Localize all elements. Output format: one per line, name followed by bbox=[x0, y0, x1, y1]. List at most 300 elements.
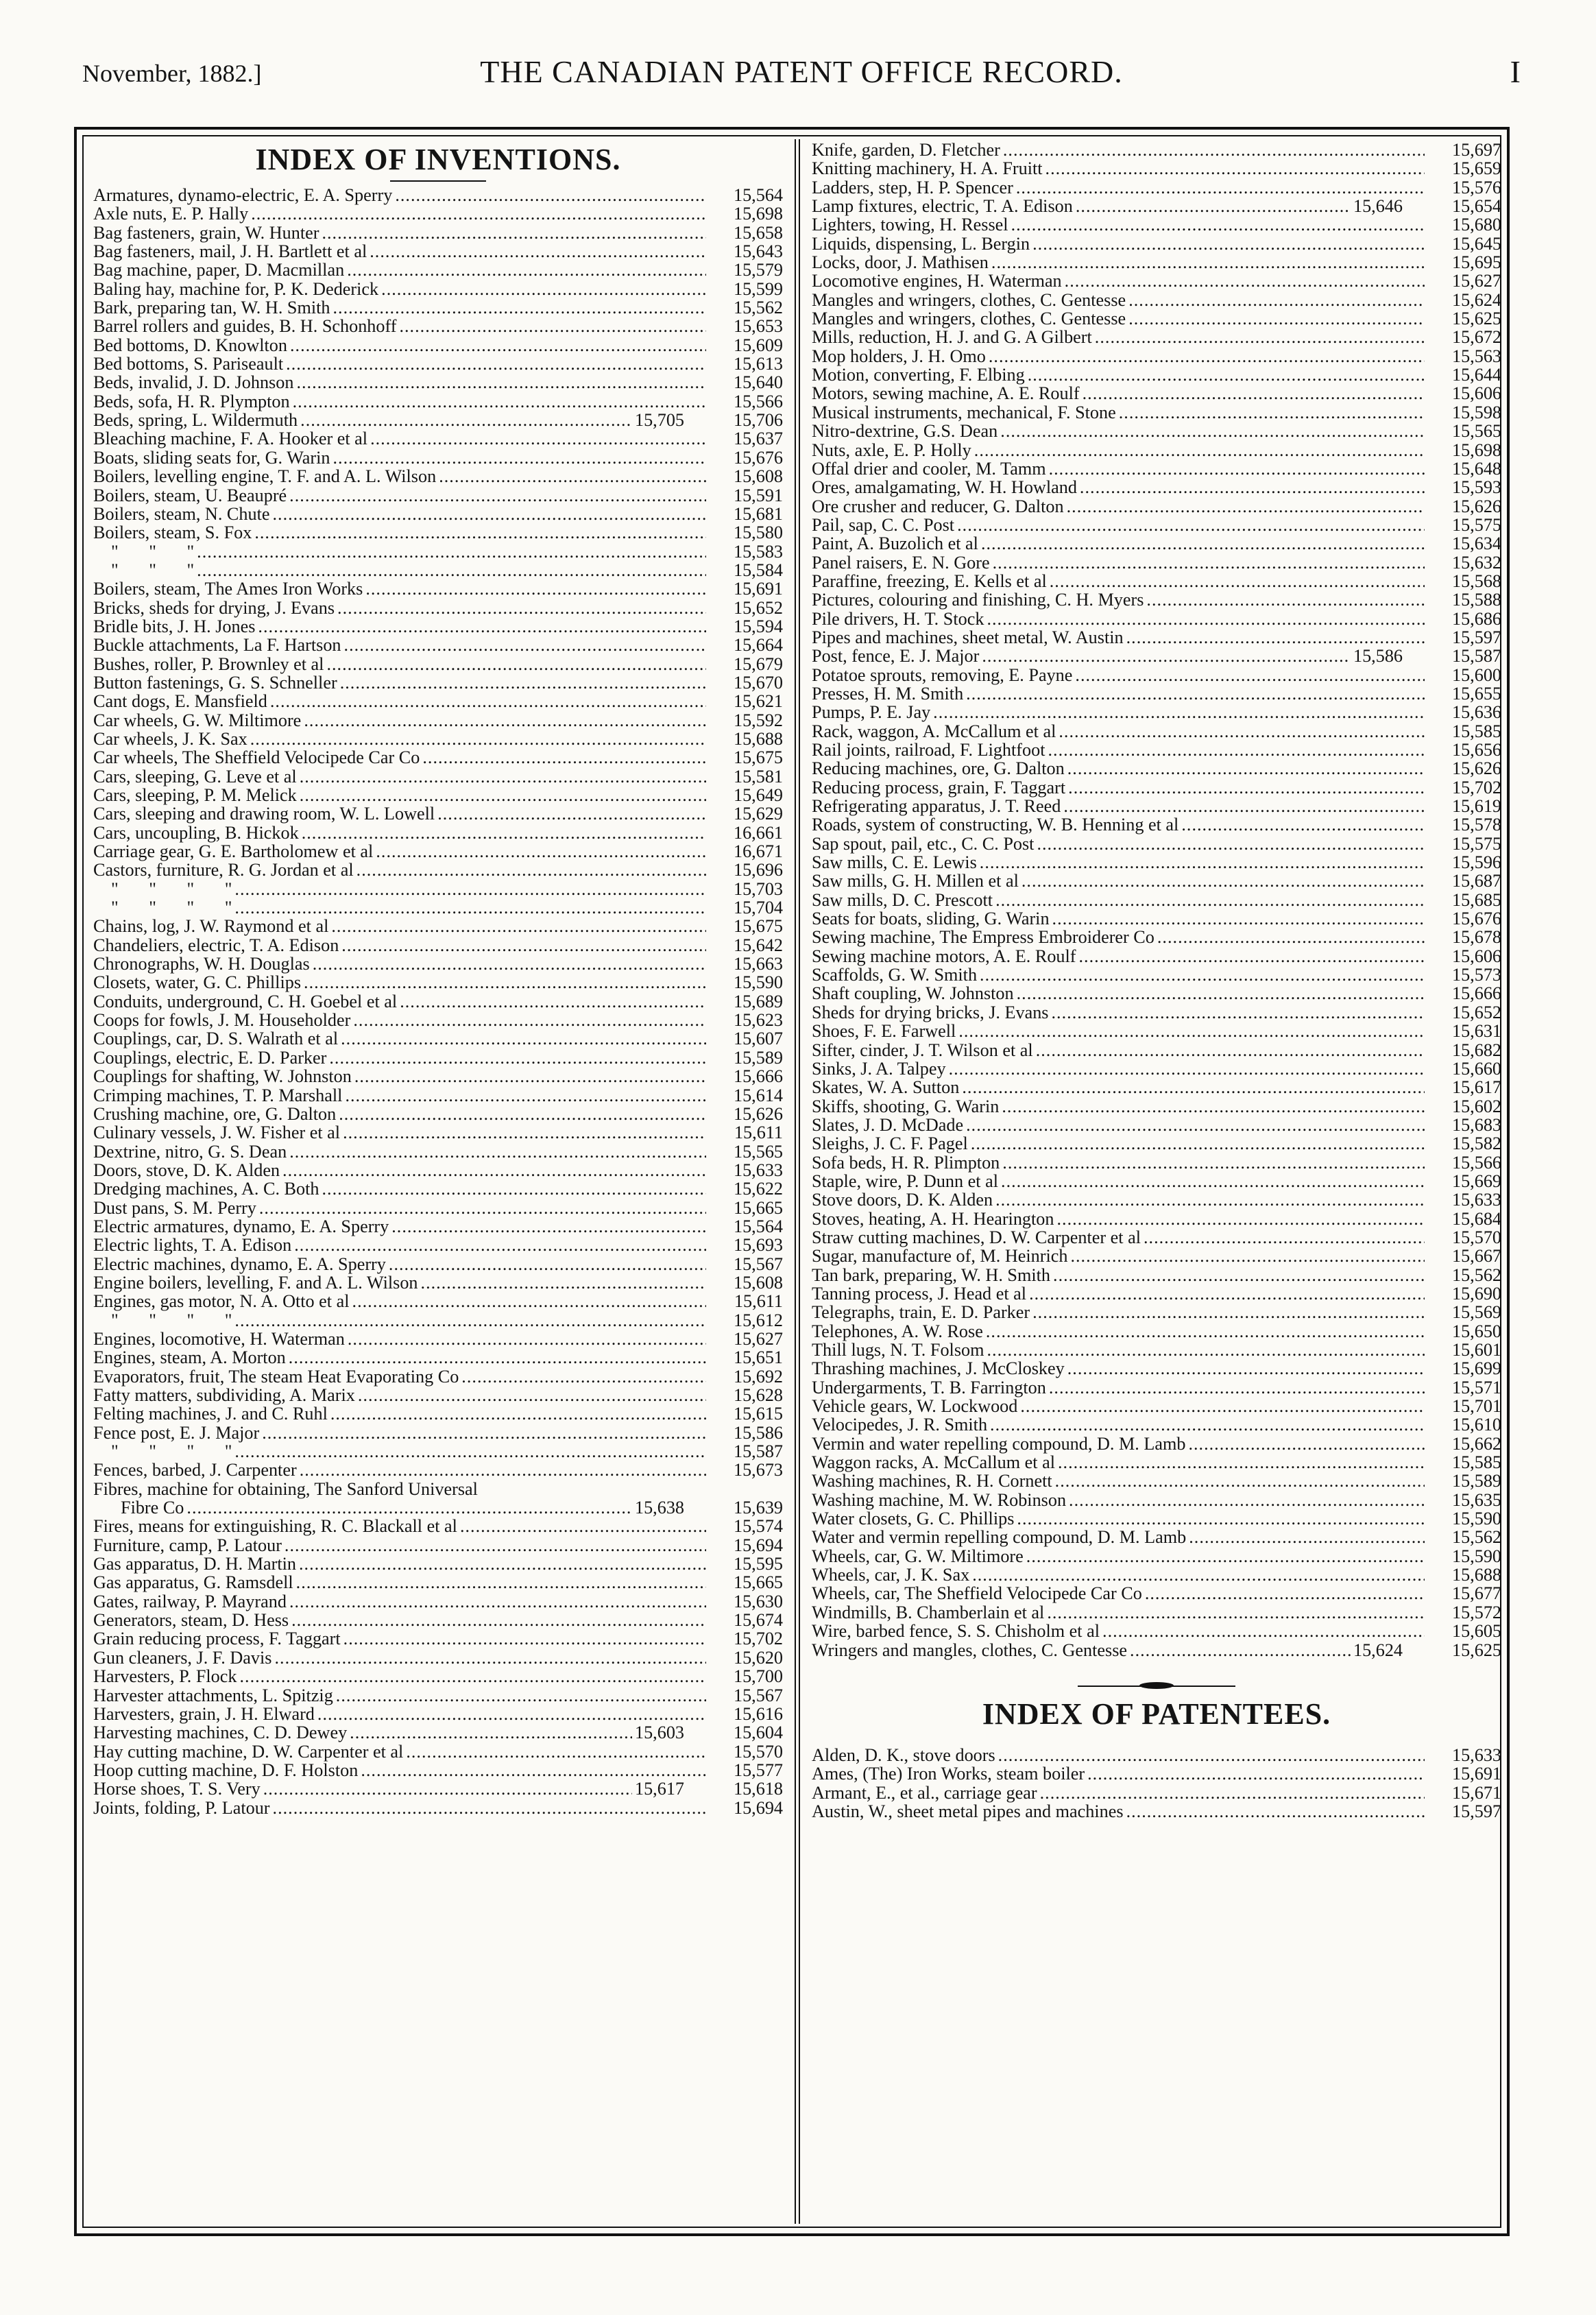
invention-entry bbox=[812, 1528, 1501, 1546]
entry-patent-number: 15,621 bbox=[733, 691, 783, 712]
invention-entry bbox=[93, 786, 783, 804]
dot-leader bbox=[361, 1761, 706, 1779]
entry-patent-number: 15,663 bbox=[733, 954, 783, 974]
entry-subject: Ores, amalgamating, W. H. Howland bbox=[812, 477, 1077, 498]
entry-patent-number: 15,640 bbox=[733, 372, 783, 393]
entry-patent-number: 15,584 bbox=[733, 560, 783, 580]
dot-leader bbox=[980, 965, 1425, 984]
invention-entry bbox=[93, 1629, 783, 1648]
entry-subject: Staple, wire, P. Dunn et al bbox=[812, 1171, 999, 1191]
entry-subject: Cars, sleeping, P. M. Melick bbox=[93, 785, 297, 805]
invention-entry bbox=[93, 373, 783, 392]
invention-entry bbox=[812, 1622, 1501, 1640]
invention-entry bbox=[812, 1172, 1501, 1190]
entry-subject: " " " bbox=[111, 541, 195, 562]
entry-subject: Reducing process, grain, F. Taggart bbox=[812, 777, 1066, 797]
entry-subject: Chronographs, W. H. Douglas bbox=[93, 954, 310, 974]
dot-leader bbox=[254, 523, 706, 542]
inventions-list-left bbox=[93, 186, 783, 1817]
entry-patent-number: 15,698 bbox=[733, 204, 783, 224]
entry-patent-number: 15,642 bbox=[733, 935, 783, 955]
entry-patent-number: 15,678 bbox=[1451, 927, 1501, 948]
invention-entry bbox=[812, 497, 1501, 516]
invention-entry bbox=[812, 984, 1501, 1003]
entry-patent-number: 15,658 bbox=[733, 222, 783, 243]
entry-patent-number: 15,701 bbox=[1451, 1396, 1501, 1417]
entry-patent-number: 15,655 bbox=[1451, 683, 1501, 704]
entry-subject: Carriage gear, G. E. Bartholomew et al bbox=[93, 841, 374, 862]
dot-leader bbox=[331, 917, 706, 935]
dot-leader bbox=[286, 355, 706, 373]
entry-subject: Couplings, car, D. S. Walrath et al bbox=[93, 1029, 339, 1049]
entry-patent-number: 15,572 bbox=[1451, 1602, 1501, 1622]
dot-leader bbox=[971, 1134, 1425, 1153]
entry-patent-number: 16,661 bbox=[733, 822, 783, 843]
entry-patent-number: 15,623 bbox=[733, 1010, 783, 1031]
invention-entry bbox=[812, 1022, 1501, 1040]
entry-subject: Locks, door, J. Mathisen bbox=[812, 252, 989, 273]
dot-leader bbox=[1087, 1764, 1425, 1783]
running-head bbox=[82, 53, 1521, 95]
entry-patent-number: 15,614 bbox=[733, 1085, 783, 1105]
entry-subject: Austin, W., sheet metal pipes and machines bbox=[812, 1801, 1124, 1821]
entry-subject: " " " " bbox=[111, 1441, 232, 1462]
invention-entry bbox=[93, 1386, 783, 1404]
entry-subject: Gas apparatus, D. H. Martin bbox=[93, 1554, 296, 1574]
entry-patent-number: 15,677 bbox=[1451, 1583, 1501, 1604]
invention-entry bbox=[812, 947, 1501, 965]
dot-leader bbox=[1095, 328, 1425, 346]
entry-patent-number: 15,673 bbox=[733, 1460, 783, 1480]
entry-patent-number: 15,627 bbox=[733, 1328, 783, 1349]
entry-subject: Shaft coupling, W. Johnston bbox=[812, 983, 1014, 1004]
entry-patent-number: 15,624 bbox=[1451, 289, 1501, 310]
entry-patent-number: 15,665 bbox=[733, 1572, 783, 1593]
entry-subject: Water closets, G. C. Phillips bbox=[812, 1509, 1015, 1529]
dot-leader bbox=[982, 647, 1351, 665]
entry-patent-number: 15,590 bbox=[1451, 1546, 1501, 1566]
entry-patent-number: 15,586 bbox=[733, 1422, 783, 1443]
entry-subject: Saw mills, D. C. Prescott bbox=[812, 889, 993, 910]
dot-leader bbox=[1055, 1472, 1425, 1490]
invention-entry bbox=[812, 422, 1501, 440]
dot-leader bbox=[1130, 1641, 1351, 1659]
invention-entry bbox=[93, 1367, 783, 1386]
entry-subject: Vehicle gears, W. Lockwood bbox=[812, 1396, 1018, 1417]
entry-subject: Armant, E., et al., carriage gear bbox=[812, 1782, 1037, 1803]
entry-subject: Seats for boats, sliding, G. Warin bbox=[812, 909, 1050, 929]
invention-entry bbox=[93, 636, 783, 654]
dot-leader bbox=[234, 1442, 706, 1461]
dot-leader bbox=[389, 1255, 706, 1273]
patentee-entry bbox=[812, 1764, 1501, 1783]
entry-patent-number: 15,625 bbox=[1451, 309, 1501, 329]
dot-leader bbox=[399, 317, 706, 335]
invention-entry bbox=[93, 1105, 783, 1123]
entry-patent-number: 15,615 bbox=[733, 1404, 783, 1424]
invention-entry bbox=[812, 1322, 1501, 1341]
entry-subject: Roads, system of constructing, W. B. Henning et al bbox=[812, 815, 1179, 835]
invention-entry bbox=[812, 1003, 1501, 1022]
entry-subject: Potatoe sprouts, removing, E. Payne bbox=[812, 664, 1073, 685]
entry-subject: Fires, means for extinguishing, R. C. Blackall et al bbox=[93, 1516, 457, 1537]
dot-leader bbox=[234, 898, 706, 917]
entry-subject: Coops for fowls, J. M. Householder bbox=[93, 1010, 351, 1031]
entry-patent-number: 15,612 bbox=[733, 1310, 783, 1330]
dot-leader bbox=[991, 253, 1425, 272]
entry-patent-number: 15,704 bbox=[733, 898, 783, 918]
entry-subject: " " " " bbox=[111, 878, 232, 899]
entry-subject: Bridle bits, J. H. Jones bbox=[93, 616, 256, 636]
dot-leader bbox=[337, 599, 706, 617]
invention-entry bbox=[93, 1424, 783, 1442]
invention-entry bbox=[93, 1179, 783, 1198]
dot-leader bbox=[1017, 984, 1425, 1003]
dot-leader bbox=[1128, 291, 1425, 309]
invention-entry bbox=[93, 1348, 783, 1367]
entry-patent-number: 15,631 bbox=[1451, 1021, 1501, 1042]
dot-leader bbox=[439, 467, 706, 485]
invention-entry bbox=[93, 898, 783, 917]
invention-entry bbox=[93, 1029, 783, 1048]
invention-entry bbox=[812, 1472, 1501, 1490]
entry-subject: Hoop cutting machine, D. F. Holston bbox=[93, 1760, 359, 1780]
entry-subject: Bed bottoms, S. Pariseault bbox=[93, 354, 284, 374]
dot-leader bbox=[1079, 947, 1425, 965]
entry-patent-number: 15,577 bbox=[733, 1760, 783, 1780]
entry-patent-number: 15,575 bbox=[1451, 833, 1501, 854]
entry-subject: Panel raisers, E. N. Gore bbox=[812, 552, 990, 573]
entry-subject: Harvesters, P. Flock bbox=[93, 1666, 237, 1687]
patentees-list bbox=[812, 1746, 1501, 1821]
dot-leader bbox=[299, 1555, 706, 1573]
entry-subject: Saw mills, C. E. Lewis bbox=[812, 852, 977, 873]
entry-patent-number: 15,562 bbox=[1451, 1527, 1501, 1548]
dot-leader bbox=[296, 373, 706, 392]
entry-subject: Tan bark, preparing, W. H. Smith bbox=[812, 1264, 1051, 1285]
entry-secondary-number: 15,603 bbox=[634, 1723, 684, 1743]
entry-subject: Boilers, steam, The Ames Iron Works bbox=[93, 579, 363, 599]
entry-patent-number: 15,594 bbox=[733, 616, 783, 636]
entry-patent-number: 15,674 bbox=[733, 1610, 783, 1631]
entry-secondary-number: 15,586 bbox=[1353, 646, 1403, 667]
entry-patent-number: 15,687 bbox=[1451, 871, 1501, 891]
dot-leader bbox=[957, 516, 1425, 534]
dot-leader bbox=[422, 748, 706, 767]
entry-patent-number: 15,573 bbox=[1451, 965, 1501, 985]
entry-subject: Culinary vessels, J. W. Fisher et al bbox=[93, 1123, 341, 1143]
entry-patent-number: 15,598 bbox=[1451, 402, 1501, 422]
dot-leader bbox=[197, 542, 706, 561]
entry-subject: Mangles and wringers, clothes, C. Gentesse bbox=[812, 289, 1126, 310]
dot-leader bbox=[1069, 1491, 1425, 1509]
invention-entry bbox=[812, 1210, 1501, 1228]
dot-leader bbox=[1058, 1453, 1425, 1472]
entry-subject: Axle nuts, E. P. Hally bbox=[93, 204, 249, 224]
dot-leader bbox=[293, 392, 706, 411]
invention-entry bbox=[93, 880, 783, 898]
invention-entry bbox=[812, 666, 1501, 684]
invention-entry bbox=[93, 692, 783, 710]
dot-leader bbox=[962, 1078, 1425, 1096]
invention-entry bbox=[93, 1123, 783, 1142]
entry-subject: Electric lights, T. A. Edison bbox=[93, 1235, 292, 1256]
entry-subject: Pictures, colouring and finishing, C. H. Myers bbox=[812, 590, 1144, 610]
entry-subject: Dextrine, nitro, G. S. Dean bbox=[93, 1141, 287, 1162]
invention-entry bbox=[812, 1228, 1501, 1247]
entry-subject: Straw cutting machines, D. W. Carpenter et al bbox=[812, 1227, 1141, 1247]
invention-entry bbox=[93, 617, 783, 636]
entry-subject: Bricks, sheds for drying, J. Evans bbox=[93, 597, 335, 618]
entry-subject: Motion, converting, F. Elbing bbox=[812, 365, 1025, 385]
invention-entry bbox=[93, 917, 783, 935]
page-number: I bbox=[1510, 54, 1521, 89]
entry-subject: Alden, D. K., stove doors bbox=[812, 1744, 995, 1765]
dot-leader bbox=[980, 853, 1425, 872]
invention-entry bbox=[812, 516, 1501, 534]
heading-gap bbox=[812, 1732, 1501, 1746]
entry-patent-number: 15,685 bbox=[1451, 889, 1501, 910]
dot-leader bbox=[995, 891, 1425, 909]
dot-leader bbox=[1001, 1172, 1425, 1190]
invention-entry bbox=[93, 804, 783, 823]
entry-subject: Crushing machine, ore, G. Dalton bbox=[93, 1103, 337, 1124]
invention-entry bbox=[812, 272, 1501, 290]
entry-subject: Fatty matters, subdividing, A. Marix bbox=[93, 1385, 355, 1405]
entry-subject: Hay cutting machine, D. W. Carpenter et al bbox=[93, 1741, 404, 1762]
dot-leader bbox=[933, 703, 1425, 721]
dot-leader bbox=[949, 1059, 1425, 1078]
entry-subject: Doors, stove, D. K. Alden bbox=[93, 1160, 280, 1180]
invention-entry bbox=[93, 1292, 783, 1310]
entry-subject: Beds, sofa, H. R. Plympton bbox=[93, 391, 290, 411]
invention-entry bbox=[93, 973, 783, 992]
dot-leader bbox=[460, 1517, 706, 1535]
entry-subject: Button fastenings, G. S. Schneller bbox=[93, 672, 337, 693]
entry-subject: Locomotive engines, H. Waterman bbox=[812, 271, 1062, 291]
dot-leader bbox=[395, 186, 706, 204]
invention-entry bbox=[93, 1480, 783, 1498]
invention-entry bbox=[93, 542, 783, 561]
invention-entry bbox=[812, 1097, 1501, 1116]
dot-leader bbox=[987, 610, 1425, 628]
entry-subject: Car wheels, The Sheffield Velocipede Car Co bbox=[93, 747, 420, 768]
entry-patent-number: 15,625 bbox=[1451, 1640, 1501, 1660]
entry-patent-number: 15,581 bbox=[733, 766, 783, 787]
dot-leader bbox=[461, 1367, 706, 1386]
column-divider bbox=[795, 139, 800, 2224]
entry-patent-number: 15,596 bbox=[1451, 852, 1501, 873]
entry-subject: Conduits, underground, C. H. Goebel et al bbox=[93, 991, 398, 1011]
invention-entry bbox=[812, 647, 1501, 665]
entry-patent-number: 15,666 bbox=[1451, 983, 1501, 1004]
dot-leader bbox=[998, 1746, 1425, 1764]
entry-subject: Sinks, J. A. Talpey bbox=[812, 1058, 946, 1079]
entry-patent-number: 15,654 bbox=[1451, 196, 1501, 217]
entry-patent-number: 15,671 bbox=[1451, 1782, 1501, 1803]
entry-subject: Car wheels, G. W. Miltimore bbox=[93, 710, 302, 730]
dot-leader bbox=[343, 1629, 706, 1648]
entry-secondary-number: 15,638 bbox=[634, 1498, 684, 1518]
dot-leader bbox=[1126, 1802, 1425, 1821]
entry-patent-number: 15,611 bbox=[734, 1291, 783, 1312]
inventions-list-right bbox=[812, 141, 1501, 1659]
entry-subject: Mop holders, J. H. Omo bbox=[812, 346, 986, 366]
invention-entry bbox=[93, 730, 783, 748]
entry-patent-number: 15,600 bbox=[1451, 664, 1501, 685]
entry-subject: Barrel rollers and guides, B. H. Schonhoff bbox=[93, 316, 397, 337]
entry-patent-number: 15,590 bbox=[733, 972, 783, 993]
dot-leader bbox=[347, 261, 706, 279]
invention-entry bbox=[812, 1078, 1501, 1096]
entry-subject: Car wheels, J. K. Sax bbox=[93, 728, 247, 749]
entry-subject: Motors, sewing machine, A. E. Roulf bbox=[812, 383, 1080, 404]
invention-entry bbox=[812, 1134, 1501, 1153]
entry-subject: Wringers and mangles, clothes, C. Gentesse bbox=[812, 1640, 1128, 1660]
entry-subject: Engine boilers, levelling, F. and A. L. Wilson bbox=[93, 1272, 418, 1293]
dot-leader bbox=[1029, 1284, 1425, 1303]
entry-subject: Undergarments, T. B. Farrington bbox=[812, 1377, 1046, 1398]
dot-leader bbox=[989, 347, 1425, 365]
dot-leader bbox=[1047, 1603, 1425, 1622]
invention-entry bbox=[812, 1435, 1501, 1453]
entry-patent-number: 15,694 bbox=[733, 1535, 783, 1555]
entry-subject: Post, fence, E. J. Major bbox=[812, 646, 980, 667]
entry-patent-number: 15,568 bbox=[1451, 571, 1501, 591]
invention-entry bbox=[93, 992, 783, 1011]
dot-leader bbox=[1119, 403, 1425, 422]
entry-subject: Stove doors, D. K. Alden bbox=[812, 1190, 993, 1210]
entry-patent-number: 15,665 bbox=[733, 1197, 783, 1218]
invention-entry bbox=[812, 1284, 1501, 1303]
invention-entry bbox=[93, 186, 783, 204]
dot-leader bbox=[1070, 1247, 1425, 1265]
entry-patent-number: 15,565 bbox=[733, 1141, 783, 1162]
invention-entry bbox=[812, 1547, 1501, 1566]
entry-patent-number: 15,579 bbox=[733, 260, 783, 280]
dot-leader bbox=[1000, 422, 1425, 440]
entry-subject: Nuts, axle, E. P. Holly bbox=[812, 440, 971, 460]
invention-entry bbox=[812, 741, 1501, 759]
entry-subject: Scaffolds, G. W. Smith bbox=[812, 965, 978, 985]
entry-patent-number: 15,675 bbox=[733, 916, 783, 937]
entry-subject: " " " " bbox=[111, 1310, 232, 1330]
entry-patent-number: 15,608 bbox=[733, 466, 783, 487]
entry-patent-number: 15,696 bbox=[733, 860, 783, 880]
entry-patent-number: 15,697 bbox=[1451, 140, 1501, 160]
entry-subject: Pipes and machines, sheet metal, W. Austin bbox=[812, 627, 1124, 647]
entry-subject: Wheels, car, The Sheffield Velocipede Car Co bbox=[812, 1583, 1142, 1604]
invention-entry bbox=[812, 309, 1501, 328]
entry-subject: Knitting machinery, H. A. Fruitt bbox=[812, 158, 1043, 179]
entry-subject: Harvesting machines, C. D. Dewey bbox=[93, 1723, 348, 1743]
invention-entry bbox=[812, 384, 1501, 403]
dot-leader bbox=[365, 579, 706, 598]
entry-patent-number: 15,669 bbox=[1451, 1171, 1501, 1191]
invention-entry bbox=[93, 392, 783, 411]
entry-subject: Bag fasteners, grain, W. Hunter bbox=[93, 222, 319, 243]
entry-subject: Dust pans, S. M. Perry bbox=[93, 1197, 256, 1218]
invention-entry bbox=[812, 778, 1501, 797]
entry-subject: Baling hay, machine for, P. K. Dederick bbox=[93, 278, 379, 299]
invention-entry bbox=[93, 748, 783, 767]
entry-patent-number: 15,633 bbox=[733, 1160, 783, 1180]
entry-patent-number: 15,644 bbox=[1451, 365, 1501, 385]
invention-entry bbox=[93, 1498, 783, 1517]
invention-entry bbox=[93, 824, 783, 842]
invention-entry bbox=[812, 441, 1501, 459]
invention-entry bbox=[93, 1517, 783, 1535]
entry-patent-number: 15,604 bbox=[733, 1723, 783, 1743]
entry-patent-number: 15,630 bbox=[733, 1591, 783, 1611]
dot-leader bbox=[272, 505, 706, 523]
entry-patent-number: 15,629 bbox=[733, 804, 783, 824]
invention-entry bbox=[93, 1648, 783, 1667]
dot-leader bbox=[1052, 1003, 1425, 1022]
invention-entry bbox=[812, 478, 1501, 496]
entry-subject: Skiffs, shooting, G. Warin bbox=[812, 1096, 1000, 1116]
invention-entry bbox=[93, 561, 783, 579]
invention-entry bbox=[93, 1461, 783, 1479]
invention-entry bbox=[93, 336, 783, 355]
dot-leader bbox=[322, 1179, 707, 1198]
invention-entry bbox=[812, 534, 1501, 553]
dot-leader bbox=[339, 1105, 706, 1123]
entry-patent-number: 15,628 bbox=[733, 1385, 783, 1405]
dot-leader bbox=[406, 1742, 706, 1761]
entry-patent-number: 15,676 bbox=[733, 447, 783, 468]
dot-leader bbox=[1128, 309, 1425, 328]
invention-entry bbox=[93, 1573, 783, 1592]
invention-entry bbox=[812, 891, 1501, 909]
dot-leader bbox=[330, 1404, 706, 1423]
entry-subject: Thrashing machines, J. McCloskey bbox=[812, 1358, 1065, 1379]
issue-date: November, 1882.] bbox=[82, 60, 262, 87]
entry-subject: Bleaching machine, F. A. Hooker et al bbox=[93, 429, 368, 449]
dot-leader bbox=[981, 534, 1425, 553]
entry-subject: Engines, gas motor, N. A. Otto et al bbox=[93, 1291, 350, 1312]
invention-entry bbox=[812, 684, 1501, 703]
entry-subject: Mills, reduction, H. J. and G. A Gilbert bbox=[812, 327, 1092, 348]
entry-patent-number: 15,643 bbox=[733, 241, 783, 262]
invention-entry bbox=[93, 1311, 783, 1330]
dot-leader bbox=[1021, 872, 1425, 890]
entry-patent-number: 15,695 bbox=[1451, 252, 1501, 273]
entry-subject: Ames, (The) Iron Works, steam boiler bbox=[812, 1764, 1085, 1784]
entry-subject: Stoves, heating, A. H. Hearington bbox=[812, 1208, 1054, 1229]
entry-patent-number: 15,616 bbox=[733, 1703, 783, 1724]
dot-leader bbox=[289, 1348, 706, 1367]
entry-subject: Rail joints, railroad, F. Lightfoot bbox=[812, 740, 1045, 760]
entry-patent-number: 15,632 bbox=[1451, 552, 1501, 573]
invention-entry bbox=[93, 523, 783, 542]
entry-subject: Musical instruments, mechanical, F. Stone bbox=[812, 402, 1116, 422]
invention-entry bbox=[812, 965, 1501, 984]
entry-patent-number: 15,626 bbox=[1451, 758, 1501, 779]
invention-entry bbox=[812, 1190, 1501, 1209]
invention-entry bbox=[93, 936, 783, 955]
dot-leader bbox=[1017, 1509, 1425, 1528]
invention-entry bbox=[93, 355, 783, 373]
entry-subject: Telephones, A. W. Rose bbox=[812, 1321, 983, 1341]
invention-entry bbox=[812, 365, 1501, 384]
invention-entry bbox=[93, 204, 783, 223]
entry-patent-number: 15,565 bbox=[1451, 421, 1501, 442]
dot-leader bbox=[370, 429, 706, 448]
entry-subject: Engines, locomotive, H. Waterman bbox=[93, 1328, 345, 1349]
dot-leader bbox=[197, 561, 706, 579]
entry-subject: Sheds for drying bricks, J. Evans bbox=[812, 1002, 1049, 1022]
